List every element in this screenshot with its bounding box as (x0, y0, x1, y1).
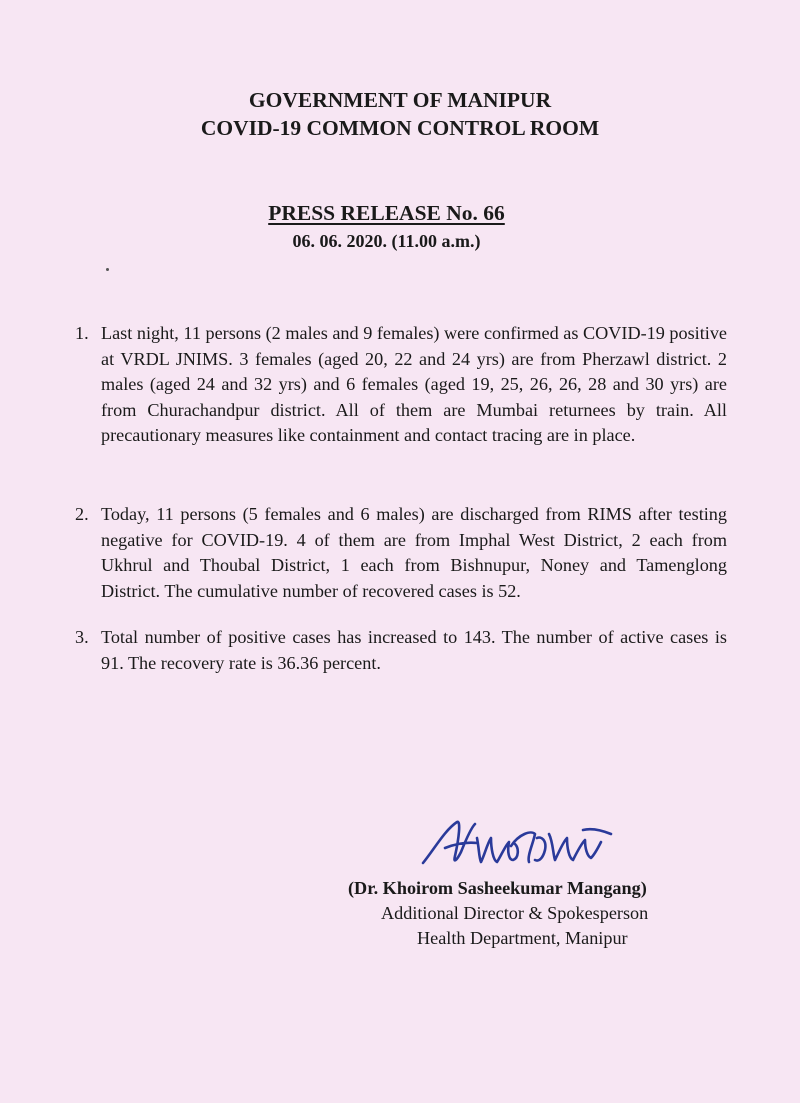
signatory-name: (Dr. Khoirom Sasheekumar Mangang) (348, 878, 647, 898)
list-item-number: 3. (75, 627, 89, 647)
list-item (75, 502, 727, 604)
signatory-block (340, 876, 760, 951)
press-release-title-text: PRESS RELEASE No. 66 (268, 201, 505, 225)
list-item-text: Today, 11 persons (5 females and 6 males) are discharged from RIMS after testing negative for COVID-19. 4 of them are from Imphal West District, 2 each from Ukhrul and Thoubal District, 1 each from Bishnupur, Noney and Tamenglong District. The cumulative number of recovered cases is 52. (101, 504, 727, 601)
government-heading: GOVERNMENT OF MANIPUR (248, 88, 552, 112)
signatory-department: Health Department, Manipur (417, 928, 628, 948)
handwritten-signature (415, 808, 625, 878)
paper-speck (106, 268, 109, 271)
list-item (75, 625, 727, 676)
press-release-date: 06. 06. 2020. (11.00 a.m.) (292, 231, 481, 251)
signatory-designation: Additional Director & Spokesperson (381, 903, 649, 923)
press-release-title (0, 200, 773, 226)
list-item-text: Total number of positive cases has increased to 143. The number of active cases is 91. The recovery rate is 36.36 percent. (101, 627, 727, 673)
control-room-heading: COVID-19 COMMON CONTROL ROOM (200, 116, 600, 140)
list-item-number: 2. (75, 504, 89, 524)
list-item-text: Last night, 11 persons (2 males and 9 females) were confirmed as COVID-19 positive at VRDL JNIMS. 3 females (aged 20, 22 and 24 yrs) are from Pherzawl district. 2 males (aged 24 and 32 yrs) and 6 females (aged 19, 25, 26, 26, 28 and 30 yrs) are from Churachandpur district. All of them are Mumbai returnees by train. All precautionary measures like containment and contact tracing are in place. (101, 323, 727, 445)
list-item-number: 1. (75, 323, 89, 343)
list-item (75, 321, 727, 449)
